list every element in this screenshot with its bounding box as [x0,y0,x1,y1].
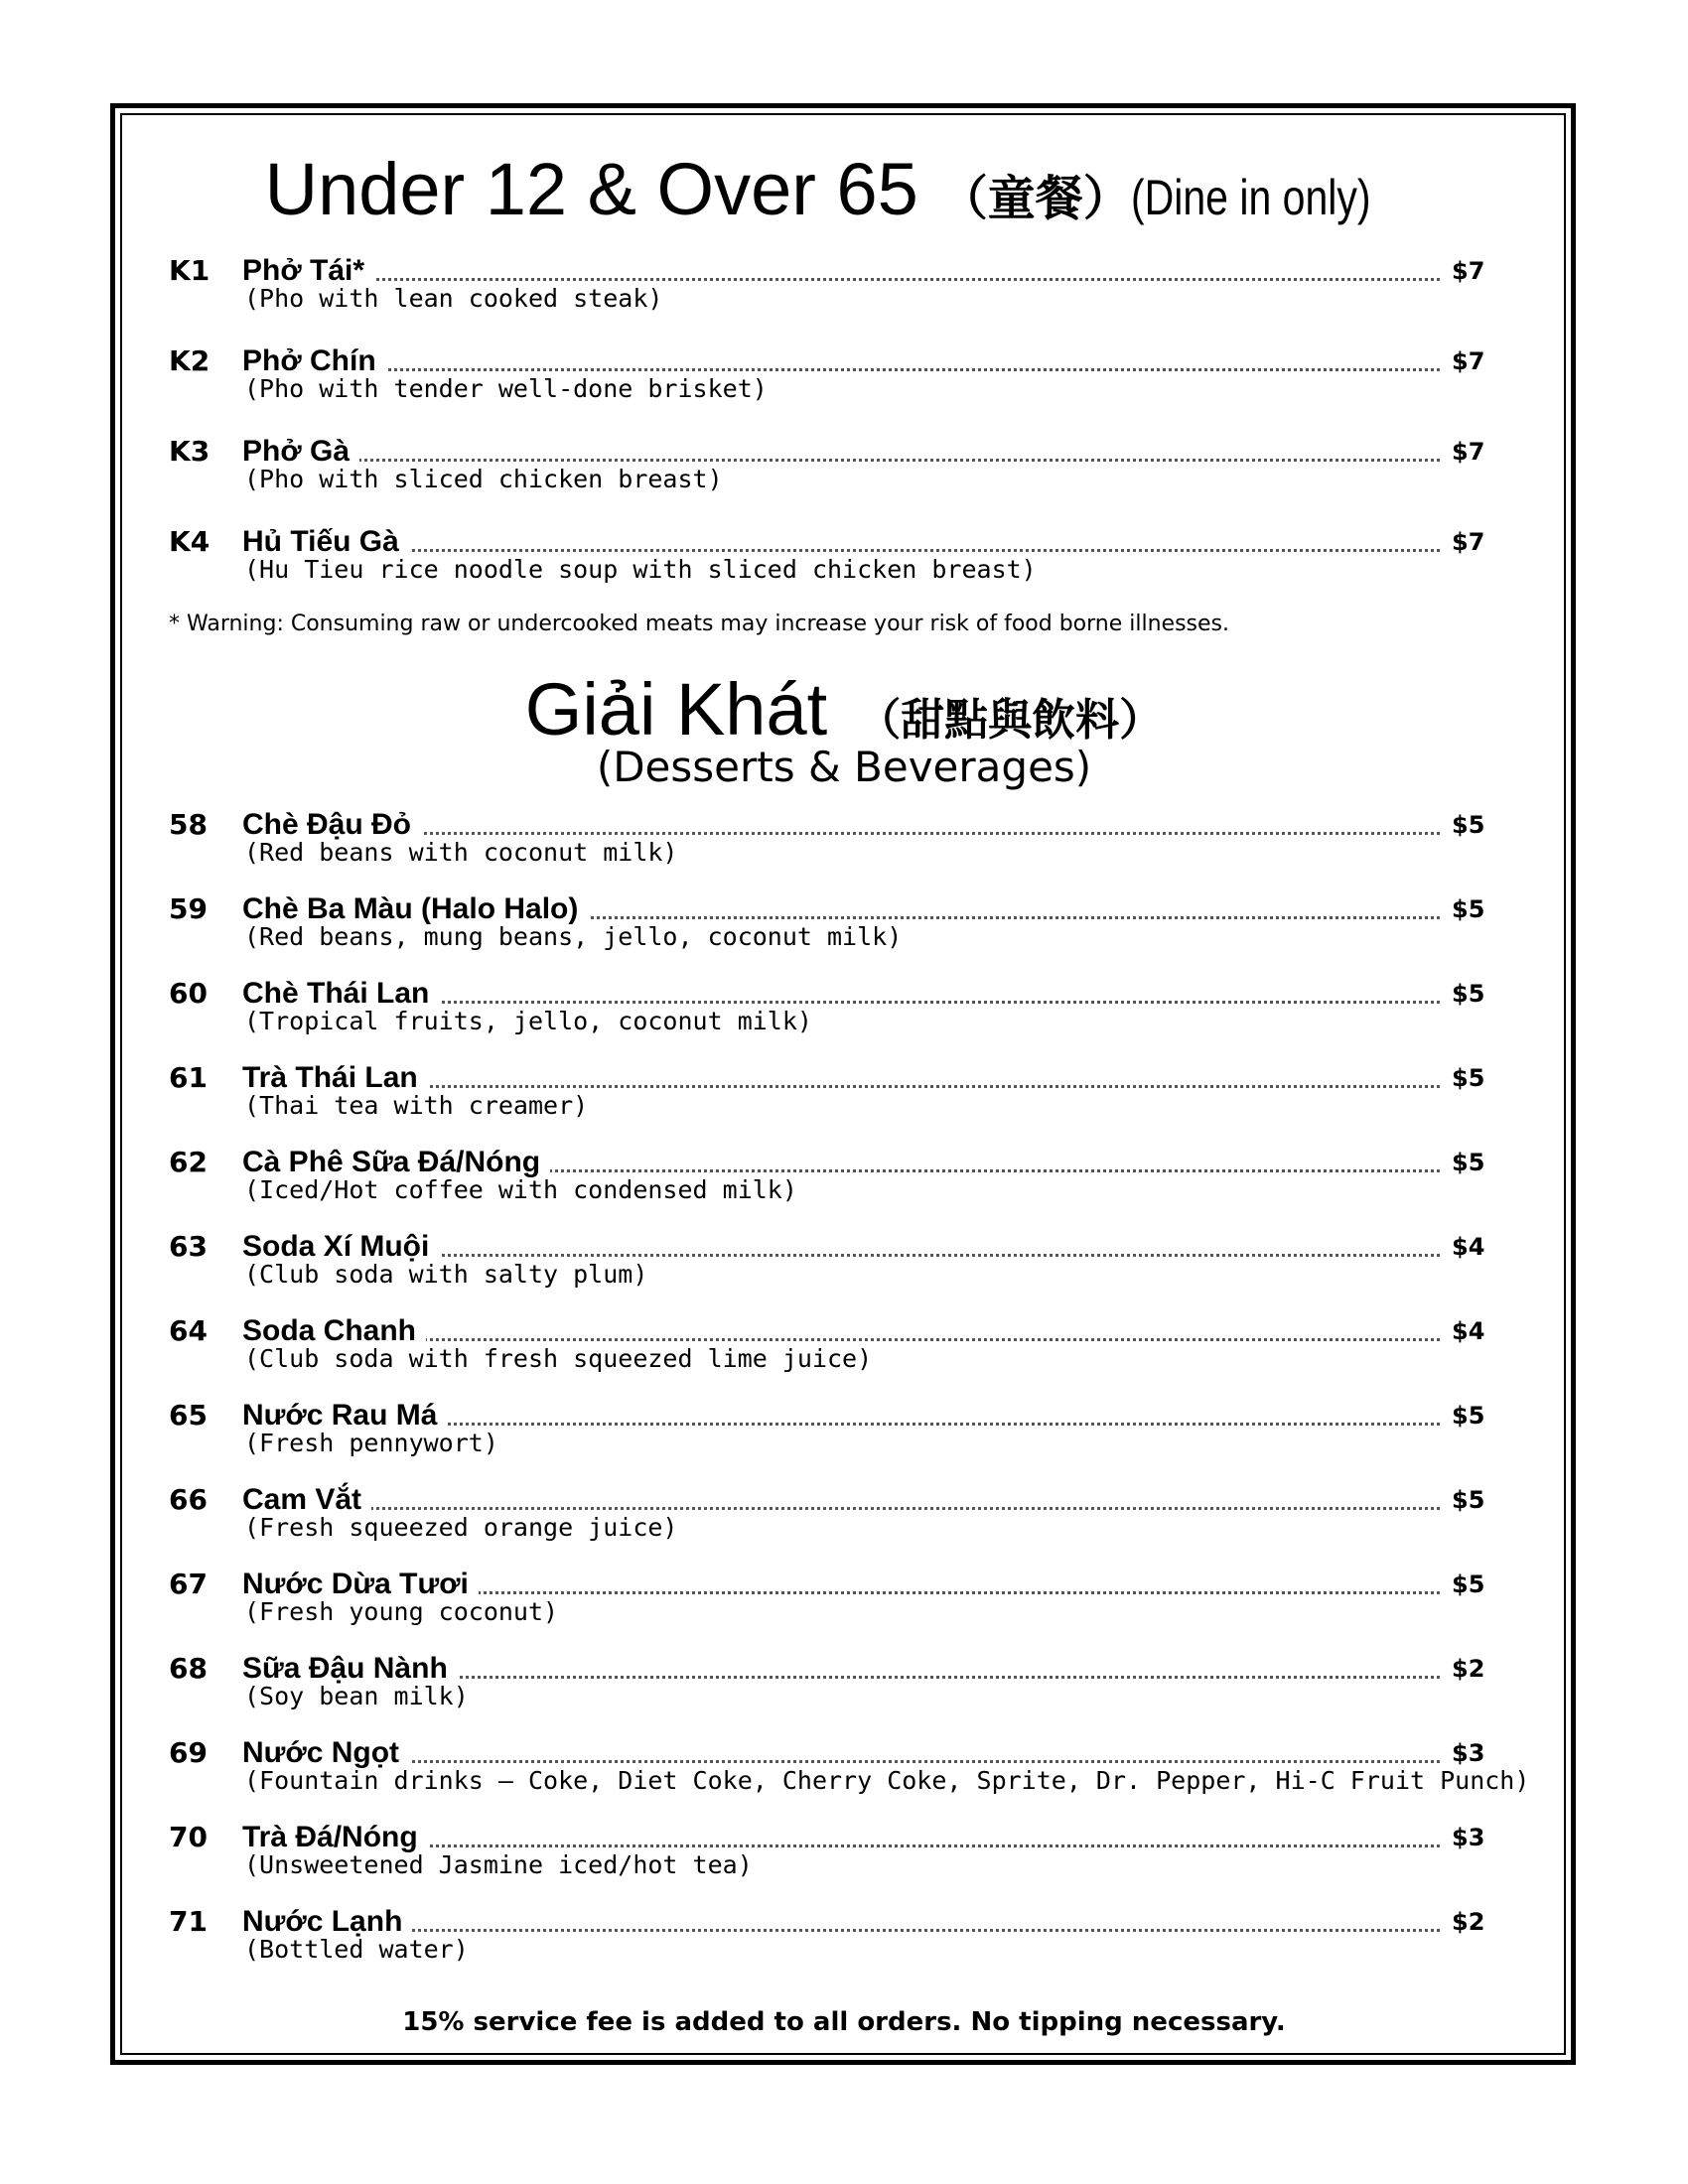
item-description: (Pho with sliced chicken breast) [244,465,723,493]
item-description: (Club soda with salty plum) [244,1260,648,1289]
leader-dots [298,832,1440,835]
leader-dots [298,1001,1440,1004]
item-code: 69 [169,1736,208,1769]
item-description: (Tropical fruits, jello, coconut milk) [244,1007,812,1035]
menu-item [0,1061,1688,1121]
leader-dots [298,1844,1440,1847]
item-description: (Pho with lean cooked steak) [244,284,663,313]
item-code: K2 [169,344,211,377]
item-price: $5 [1452,895,1485,923]
item-name: Nước Rau Má [242,1399,447,1433]
item-description: (Iced/Hot coffee with condensed milk) [244,1175,797,1204]
item-code: 70 [169,1821,208,1853]
item-code: 68 [169,1652,208,1685]
item-name: Phở Tái* [242,254,374,288]
raw-meat-warning: * Warning: Consuming raw or undercooked meats may increase your risk of food borne illnesses. [169,612,1229,636]
item-name: Sữa Đậu Nành [242,1652,458,1686]
item-description: (Fountain drinks — Coke, Diet Coke, Cherry Coke, Sprite, Dr. Pepper, Hi-C Fruit Punch) [244,1766,1530,1795]
item-price: $3 [1452,1824,1485,1851]
service-fee-note: 15% service fee is added to all orders. No tipping necessary. [402,2007,1286,2037]
item-name: Chè Thái Lan [242,977,439,1011]
menu-item [0,977,1688,1036]
menu-item [0,1314,1688,1374]
item-code: K4 [169,525,211,558]
item-price: $5 [1452,1064,1485,1092]
leader-dots [298,1254,1440,1257]
item-name: Nước Lạnh [242,1905,412,1939]
item-code: 59 [169,892,208,925]
leader-dots [298,459,1440,462]
menu-item [0,1399,1688,1458]
kids-title-text: Under 12 & Over 65 [264,148,918,230]
item-price: $3 [1452,1739,1485,1767]
kids-title-cjk: （童餐） [939,171,1131,226]
item-price: $2 [1452,1908,1485,1936]
leader-dots [298,549,1440,552]
item-code: 67 [169,1568,208,1600]
item-description: (Pho with tender well-done brisket) [244,374,768,403]
item-name: Trà Đá/Nóng [242,1821,428,1854]
item-description: (Bottled water) [244,1935,469,1964]
item-name: Trà Thái Lan [242,1061,428,1095]
item-description: (Fresh squeezed orange juice) [244,1513,678,1542]
menu-item [0,1821,1688,1880]
leader-dots [298,1085,1440,1088]
item-description: (Red beans, mung beans, jello, coconut milk) [244,922,903,951]
item-code: 61 [169,1061,208,1094]
menu-item [0,344,1688,404]
item-code: K3 [169,435,211,468]
drinks-title-cjk: （甜點與飲料） [857,695,1164,746]
item-name: Nước Dừa Tươi [242,1568,479,1601]
item-price: $5 [1452,811,1485,839]
drinks-section-subtitle: (Desserts & Beverages) [596,743,1092,791]
item-name: Cà Phê Sữa Đá/Nóng [242,1146,550,1179]
item-price: $7 [1452,528,1485,556]
item-price: $5 [1452,980,1485,1008]
item-name: Nước Ngọt [242,1736,409,1770]
item-price: $5 [1452,1149,1485,1176]
item-price: $5 [1452,1570,1485,1598]
menu-item [0,435,1688,494]
item-price: $2 [1452,1655,1485,1683]
item-price: $7 [1452,347,1485,375]
leader-dots [298,1507,1440,1510]
leader-dots [298,368,1440,371]
menu-item [0,1736,1688,1796]
drinks-section-title [0,667,1688,751]
item-code: 64 [169,1314,208,1347]
item-description: (Soy bean milk) [244,1682,469,1710]
menu-item [0,1483,1688,1543]
item-price: $4 [1452,1317,1485,1345]
leader-dots [298,1929,1440,1932]
menu-item [0,525,1688,585]
leader-dots [298,278,1440,281]
item-name: Chè Đậu Đỏ [242,808,421,842]
item-description: (Fresh young coconut) [244,1597,559,1626]
item-price: $7 [1452,257,1485,285]
item-name: Hủ Tiếu Gà [242,525,409,559]
menu-item [0,892,1688,952]
menu-item [0,1230,1688,1290]
item-code: 60 [169,977,208,1010]
menu-item [0,1905,1688,1965]
item-code: 71 [169,1905,208,1938]
item-description: (Unsweetened Jasmine iced/hot tea) [244,1850,753,1879]
item-code: 65 [169,1399,208,1432]
item-name: Phở Gà [242,435,359,469]
item-code: 63 [169,1230,208,1263]
item-name: Phở Chín [242,344,386,378]
item-name: Soda Chanh [242,1314,426,1348]
item-name: Chè Ba Màu (Halo Halo) [242,892,588,926]
item-description: (Thai tea with creamer) [244,1091,589,1120]
item-price: $4 [1452,1233,1485,1261]
item-price: $7 [1452,438,1485,466]
kids-section-title [0,147,1688,231]
kids-title-note: (Dine in only) [1130,170,1371,225]
item-price: $5 [1452,1402,1485,1430]
item-description: (Red beans with coconut milk) [244,838,678,867]
menu-item [0,1146,1688,1205]
drinks-title-text: Giải Khát [524,668,828,751]
leader-dots [298,1338,1440,1341]
item-description: (Hu Tieu rice noodle soup with sliced chicken breast) [244,555,1037,584]
leader-dots [298,1760,1440,1763]
leader-dots [298,1676,1440,1679]
item-description: (Fresh pennywort) [244,1429,498,1457]
menu-item [0,1652,1688,1711]
item-code: 62 [169,1146,208,1178]
menu-item [0,808,1688,868]
menu-item [0,1568,1688,1627]
item-price: $5 [1452,1486,1485,1514]
menu-item [0,254,1688,314]
item-name: Cam Vắt [242,1483,371,1517]
leader-dots [298,1423,1440,1426]
item-name: Soda Xí Muội [242,1230,439,1264]
item-code: K1 [169,254,211,287]
item-code: 66 [169,1483,208,1516]
item-code: 58 [169,808,208,841]
item-description: (Club soda with fresh squeezed lime juice) [244,1344,873,1373]
